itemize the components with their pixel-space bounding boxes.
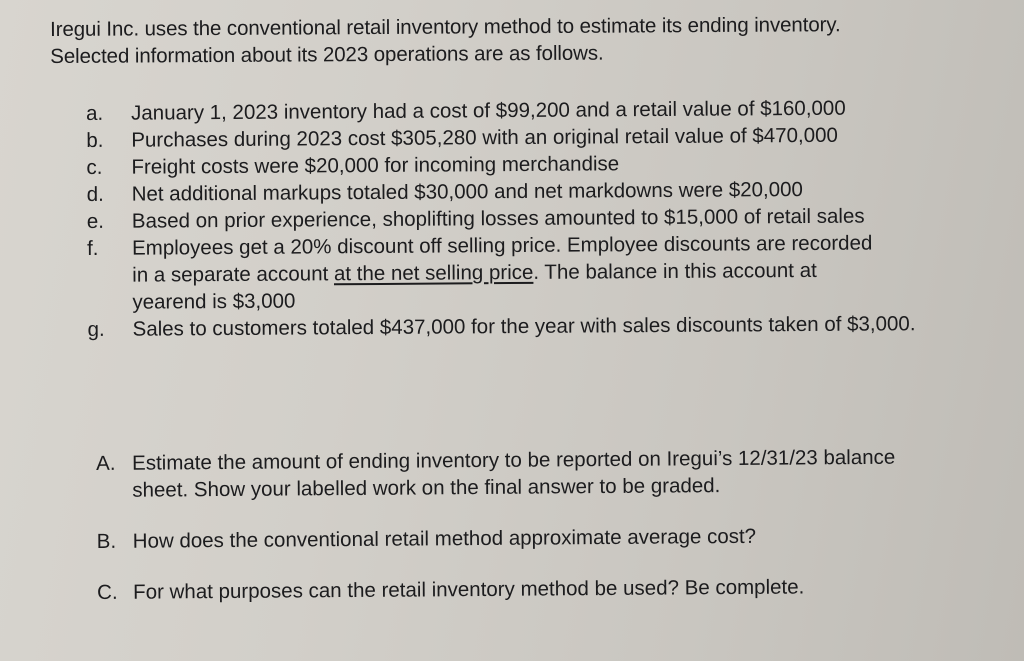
question-text: For what purposes can the retail inventory method be used? Be complete. — [133, 575, 805, 604]
underlined-phrase: at the net selling price — [333, 260, 534, 286]
list-text: Net additional markups totaled $30,000 and net markdowns were $20,000 — [131, 177, 803, 206]
list-letter: e. — [86, 209, 105, 233]
list-item-g — [88, 310, 948, 343]
list-letter: a. — [86, 101, 104, 125]
question-c — [97, 572, 957, 606]
list-text: January 1, 2023 inventory had a cost of $99,200 and a retail value of $160,000 — [131, 96, 846, 125]
list-text: Freight costs were $20,000 for incoming merchandise — [131, 152, 620, 179]
list-letter: f. — [86, 236, 99, 260]
list-item-f — [87, 229, 878, 316]
list-letter: c. — [86, 155, 103, 179]
intro-line-1: Iregui Inc. uses the conventional retail inventory method to estimate its ending inventory. — [50, 13, 841, 41]
text-after: . The balance in this account at yearend is $3,000 — [132, 258, 817, 314]
question-letter: C. — [97, 580, 118, 604]
intro-paragraph — [50, 10, 990, 70]
question-a — [96, 443, 956, 504]
question-b — [97, 521, 957, 555]
question-letter: A. — [96, 451, 116, 475]
list-letter: b. — [86, 128, 104, 152]
list-text: Based on prior experience, shoplifting losses amounted to $15,000 of retail sales — [131, 204, 865, 233]
question-text: How does the conventional retail method approximate average cost? — [132, 524, 757, 553]
intro-line-2: Selected information about its 2023 operations are as follows. — [50, 41, 604, 68]
list-letter: d. — [86, 182, 104, 206]
list-text: Sales to customers totaled $437,000 for the year with sales discounts taken of $3,000. — [132, 312, 916, 341]
list-text — [132, 229, 878, 315]
list-letter: g. — [87, 317, 105, 341]
question-text: Estimate the amount of ending inventory to be reported on Iregui’s 12/31/23 balance sheet. Show your labelled work on the final answer to be graded. — [132, 445, 896, 502]
questions-list — [96, 443, 957, 630]
text-before: Employees get a 20% discount off selling price. Employee discounts are recorded in a separate account — [131, 231, 873, 287]
question-letter: B. — [96, 529, 117, 553]
information-list — [86, 94, 988, 343]
list-text: Purchases during 2023 cost $305,280 with an original retail value of $470,000 — [131, 123, 838, 152]
